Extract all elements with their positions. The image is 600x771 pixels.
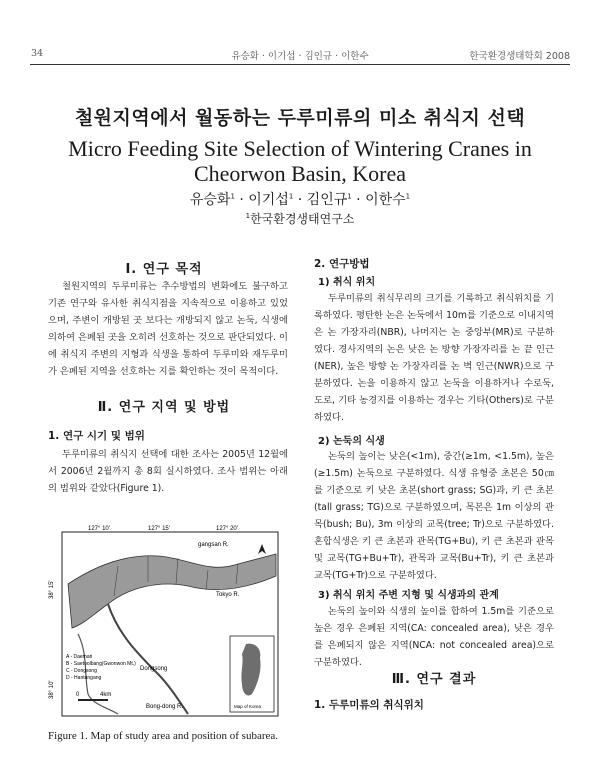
section-1-title: Ⅰ. 연구 목적 (125, 262, 203, 277)
section-2-2-1-paragraph: 두루미류의 취식무리의 크기를 기록하고 취식위치를 기록하였다. 평탄한 논은 논둑에서 10m를 기준으로 이내지역은 논 가장자리(NBR), 나머지는 논 중앙부(MR)로 구분하였다. 경사지역의 논은 낮은 논 방향 가장자리를 논 끝 인근(NER), 높은 방향 논 가장자리를 논 벽 인근(NWR)으로 구분하였다. 논을 이용하지 않고 논둑을 이용하거나 수로둑, 도로, 기타 농경지를 이용하는 경우는 기타(Others)로 구분하였다. (314, 293, 554, 423)
author-name: 유승화 (189, 192, 231, 208)
affiliation-text: 한국환경생태연구소 (250, 212, 355, 226)
author-name: 이한수 (365, 192, 406, 208)
section-2-2-2-title: 2) 논둑의 식생 (318, 436, 385, 447)
author-affil-mark: 1 (288, 192, 294, 201)
map-graphic (48, 524, 280, 724)
inset-label: Map of Korea (234, 704, 262, 709)
study-area-map (48, 524, 280, 724)
page-number: 34 (31, 48, 44, 59)
place-label: gangsan R. (198, 542, 229, 548)
legend-item: A - Daemari (66, 654, 93, 660)
author-affil-mark: 1 (405, 192, 411, 201)
scale-zero: 0 (76, 692, 80, 698)
lon-label: 127° 10' (88, 526, 110, 532)
lon-label: 127° 20' (216, 526, 238, 532)
title-english: Micro Feeding Site Selection of Wintering Cranes in Cheorwon Basin, Korea (68, 136, 532, 186)
section-2-2-3-paragraph: 논둑의 높이와 식생의 높이를 합하여 1.5m를 기준으로 높은 경우 은폐된 지역(CA: concealed area), 낮은 경우를 은폐되지 않은 지역(NCA: not concealed area)으로 구분하였다. (314, 606, 554, 668)
lat-label: 38° 10' (49, 680, 55, 699)
running-journal: 한국환경생태학회 2008 (469, 51, 570, 62)
section-1-paragraph: 철원지역의 두루미류는 추수방법의 변화에도 불구하고 기존 연구와 유사한 취식지점을 지속적으로 이용하고 있었으며, 주변이 개방된 곳 보다는 개방되지 않고 논둑, 식생에 의하여 은폐된 곳을 오히려 선호하는 것으로 판단되었다. 이에 취식지 주변의 지형과 식생을 통하여 두루미와 재두루미가 은폐된 지역을 선호하는 지를 확인하는 것이 목적이다. (48, 281, 288, 377)
author-affil-mark: 1 (347, 192, 352, 201)
author-name: 김인규 (306, 192, 348, 208)
section-3-1-title: 1. 두루미류의 취식위치 (314, 699, 424, 711)
place-label: Tokyo R. (216, 592, 240, 598)
section-3-title: Ⅲ. 연구 결과 (391, 672, 477, 687)
lon-label: 127° 15' (148, 526, 170, 532)
section-2-1-title: 1. 연구 시기 및 범위 (48, 430, 145, 442)
affiliation (0, 210, 600, 227)
section-2-2-2-paragraph: 논둑의 높이는 낮은(<1m), 중간(≥1m, <1.5m), 높은(≥1.5m) 논둑으로 구분하였다. 식생 유형중 초본은 50㎝를 기준으로 키 낮은 초본(short grass; SG)과, 키 큰 초본(tall grass; TG)으로 구분하였으며, 목본은 1m 이상의 관목(bush; Bu), 3m 이상의 교목(tree; Tr)으로 구분하였다. 혼합식생은 키 큰 초본과 관목(TG+Bu), 키 큰 초본과 관목 및 교목(TG+Bu+Tr), 관목과 교목(Bu+Tr), 키 큰 초본과 교목(TG+Tr)으로 구분하였다. (314, 451, 554, 581)
section-2-1-paragraph: 두루미류의 취식지 선택에 대한 조사는 2005년 12월에서 2006년 2월까지 총 8회 실시하였다. 조사 범위는 아래의 범위와 같았다(Figure 1). (48, 449, 288, 494)
figure-caption: Figure 1. Map of study area and position of subarea. (48, 730, 279, 742)
running-authors: 유승화 · 이기섭 · 김인규 · 이한수 (231, 51, 369, 62)
legend-item: C - Dongsong (66, 668, 97, 674)
section-2-title: Ⅱ. 연구 지역 및 방법 (97, 400, 231, 415)
header-rule (30, 64, 570, 65)
author-list: 유승화$^1$ · 이기섭$^1$ · 김인규$^1$ · 이한수$^1$ (189, 192, 411, 208)
author-name: 이기섭 (248, 192, 289, 208)
title-korean: 철원지역에서 월동하는 두루미류의 미소 취식지 선택 (74, 107, 526, 129)
section-2-2-title: 2. 연구방법 (314, 258, 370, 270)
lat-label: 38° 15' (49, 580, 55, 599)
affiliation-mark: 1 (245, 212, 251, 220)
author-affil-mark: 1 (230, 192, 235, 201)
place-label: Bong-dong R. (146, 704, 184, 710)
legend-item: B - Saetoolbang(Gwonwon Mt.) (66, 661, 136, 667)
section-2-2-3-title: 3) 취식 위치 주변 지형 및 식생과의 관계 (318, 590, 499, 601)
place-label: Dongsong (140, 666, 168, 672)
section-2-2-1-title: 1) 취식 위치 (318, 277, 376, 288)
legend-item: D - Hantangang (66, 675, 102, 681)
scale-label: 4km (100, 692, 112, 698)
